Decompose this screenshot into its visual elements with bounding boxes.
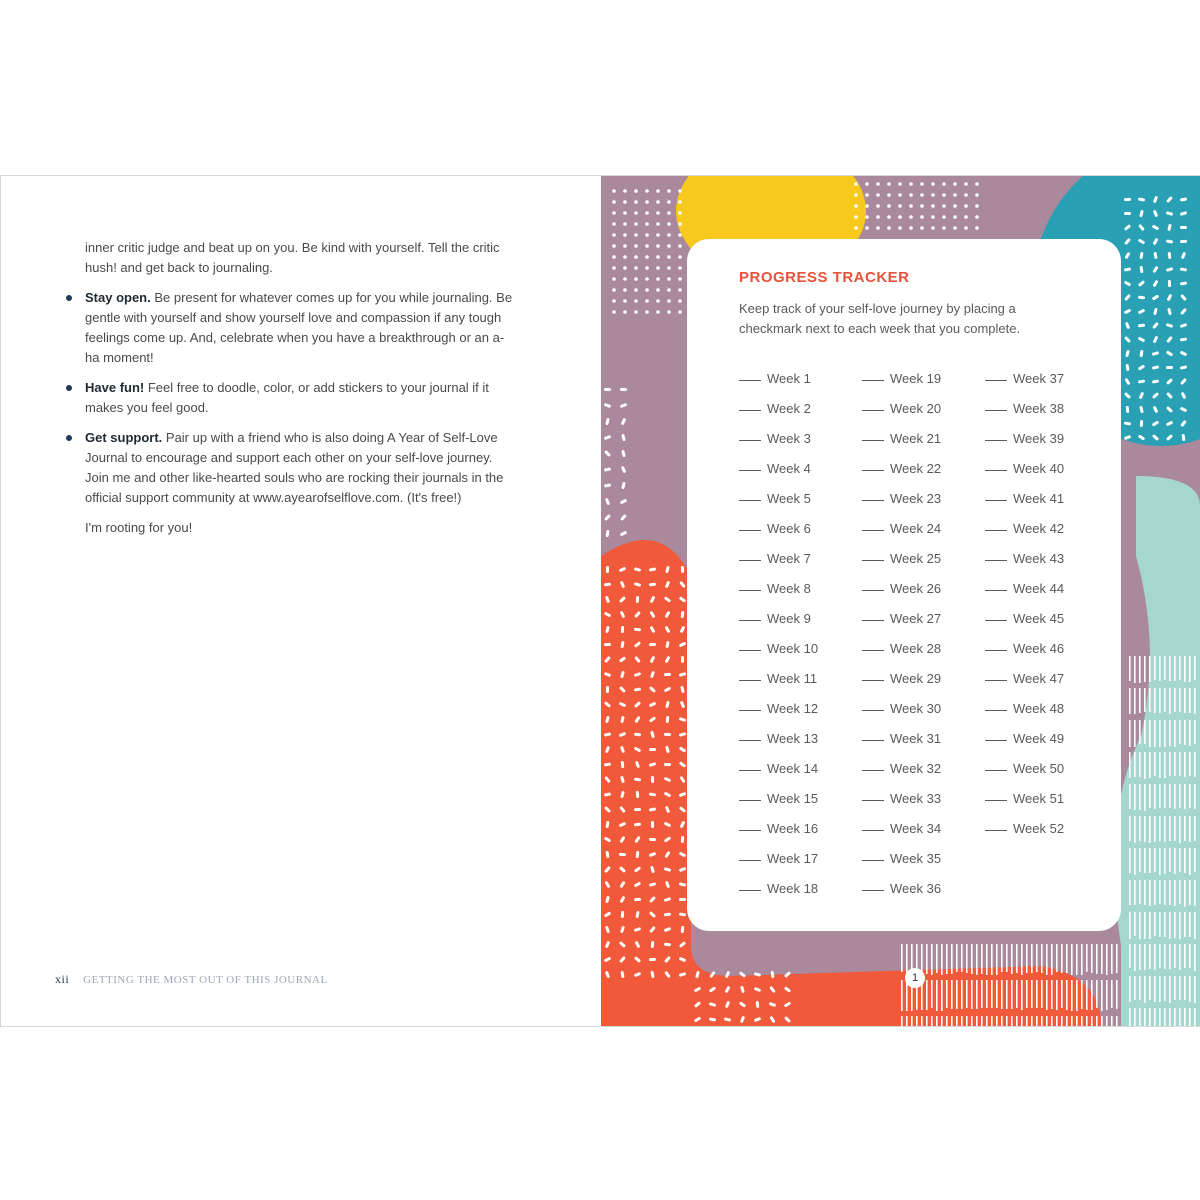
footer-page-number: xii (55, 972, 70, 986)
week-checkbox-item[interactable] (985, 789, 1064, 809)
check-line[interactable] (985, 470, 1007, 471)
bullet-stay-open (85, 288, 515, 368)
week-label: Week 50 (1013, 761, 1065, 776)
check-line[interactable] (739, 410, 761, 411)
bullet-have-fun (85, 378, 515, 418)
week-checkbox-item[interactable] (985, 759, 1064, 779)
week-label: Week 51 (1013, 791, 1065, 806)
check-line[interactable] (862, 800, 884, 801)
check-line[interactable] (985, 650, 1007, 651)
week-checkbox-item[interactable] (739, 489, 811, 509)
check-line[interactable] (985, 380, 1007, 381)
right-page (601, 176, 1200, 1026)
check-line[interactable] (862, 380, 884, 381)
week-label: Week 36 (890, 881, 942, 896)
week-checkbox-item[interactable] (739, 819, 818, 839)
check-line[interactable] (985, 830, 1007, 831)
check-line[interactable] (739, 560, 761, 561)
week-label: Week 23 (890, 491, 942, 506)
week-label: Week 13 (767, 731, 819, 746)
week-checkbox-item[interactable] (739, 729, 818, 749)
check-line[interactable] (739, 800, 761, 801)
week-label: Week 26 (890, 581, 942, 596)
week-checkbox-item[interactable] (985, 549, 1064, 569)
week-checkbox-item[interactable] (739, 399, 811, 419)
check-line[interactable] (862, 560, 884, 561)
check-line[interactable] (739, 620, 761, 621)
check-line[interactable] (985, 440, 1007, 441)
check-line[interactable] (739, 680, 761, 681)
week-checkbox-item[interactable] (862, 459, 941, 479)
week-label: Week 45 (1013, 611, 1065, 626)
week-label: Week 12 (767, 701, 819, 716)
week-checkbox-item[interactable] (862, 489, 941, 509)
check-line[interactable] (739, 710, 761, 711)
week-label: Week 24 (890, 521, 942, 536)
bullet-dot (66, 435, 72, 441)
week-label: Week 48 (1013, 701, 1065, 716)
week-checkbox-item[interactable] (739, 639, 818, 659)
week-checkbox-item[interactable] (739, 519, 811, 539)
book-spread (0, 175, 1200, 1027)
bullet-lead: Stay open. (85, 290, 151, 305)
check-line[interactable] (739, 890, 761, 891)
check-line[interactable] (862, 590, 884, 591)
week-label: Week 49 (1013, 731, 1065, 746)
continued-paragraph: inner critic judge and beat up on you. Be kind with yourself. Tell the critic hush! and get back to journaling. (85, 240, 500, 275)
week-label: Week 18 (767, 881, 819, 896)
week-label: Week 5 (767, 491, 811, 506)
check-line[interactable] (862, 470, 884, 471)
week-label: Week 38 (1013, 401, 1065, 416)
week-checkbox-item[interactable] (739, 579, 811, 599)
check-line[interactable] (739, 770, 761, 771)
week-label: Week 27 (890, 611, 942, 626)
week-label: Week 28 (890, 641, 942, 656)
week-label: Week 2 (767, 401, 811, 416)
week-checkbox-item[interactable] (862, 819, 941, 839)
week-label: Week 32 (890, 761, 942, 776)
check-line[interactable] (985, 710, 1007, 711)
week-checkbox-item[interactable] (985, 609, 1064, 629)
week-checkbox-item[interactable] (862, 759, 941, 779)
check-line[interactable] (862, 650, 884, 651)
check-line[interactable] (985, 530, 1007, 531)
week-label: Week 46 (1013, 641, 1065, 656)
week-label: Week 4 (767, 461, 811, 476)
check-line[interactable] (862, 530, 884, 531)
check-line[interactable] (862, 500, 884, 501)
week-label: Week 9 (767, 611, 811, 626)
check-line[interactable] (862, 710, 884, 711)
week-checkbox-item[interactable] (739, 849, 818, 869)
week-checkbox-item[interactable] (739, 549, 811, 569)
check-line[interactable] (739, 830, 761, 831)
week-label: Week 22 (890, 461, 942, 476)
week-label: Week 17 (767, 851, 819, 866)
bullet-lead: Get support. (85, 430, 163, 445)
check-line[interactable] (985, 410, 1007, 411)
check-line[interactable] (862, 890, 884, 891)
week-checklist (739, 369, 1079, 909)
bullet-lead: Have fun! (85, 380, 145, 395)
progress-tracker-intro: Keep track of your self-love journey by placing a checkmark next to each week that you complete. (739, 301, 1021, 336)
check-line[interactable] (739, 530, 761, 531)
week-label: Week 3 (767, 431, 811, 446)
week-checkbox-item[interactable] (739, 459, 811, 479)
week-label: Week 16 (767, 821, 819, 836)
week-checkbox-item[interactable] (862, 429, 941, 449)
week-checkbox-item[interactable] (862, 879, 941, 899)
week-checkbox-item[interactable] (985, 699, 1064, 719)
week-label: Week 33 (890, 791, 942, 806)
right-page-number: 1 (905, 968, 925, 988)
check-line[interactable] (985, 740, 1007, 741)
week-checkbox-item[interactable] (985, 369, 1064, 389)
week-label: Week 21 (890, 431, 942, 446)
week-checkbox-item[interactable] (739, 759, 818, 779)
progress-tracker-title: PROGRESS TRACKER (739, 269, 910, 286)
check-line[interactable] (862, 410, 884, 411)
check-line[interactable] (985, 680, 1007, 681)
check-line[interactable] (862, 830, 884, 831)
week-checkbox-item[interactable] (985, 459, 1064, 479)
week-label: Week 1 (767, 371, 811, 386)
week-label: Week 19 (890, 371, 942, 386)
check-line[interactable] (862, 440, 884, 441)
week-label: Week 35 (890, 851, 942, 866)
week-checkbox-item[interactable] (985, 639, 1064, 659)
week-checkbox-item[interactable] (739, 879, 818, 899)
check-line[interactable] (862, 680, 884, 681)
week-label: Week 14 (767, 761, 819, 776)
week-label: Week 39 (1013, 431, 1065, 446)
week-checkbox-item[interactable] (862, 669, 941, 689)
week-label: Week 8 (767, 581, 811, 596)
closing-line: I'm rooting for you! (85, 520, 193, 535)
bullet-text: Pair up with a friend who is also doing A Year of Self-Love Journal to encourage and support each other on your self-love journey. Join me and other like-hearted souls who are rocking their journals in the official support community at www.ayearofselflove.com. (It's free!) (85, 430, 504, 505)
week-checkbox-item[interactable] (739, 669, 817, 689)
week-checkbox-item[interactable] (739, 369, 811, 389)
week-checkbox-item[interactable] (862, 399, 941, 419)
bullet-get-support (85, 428, 515, 508)
check-line[interactable] (862, 860, 884, 861)
check-line[interactable] (862, 620, 884, 621)
week-checkbox-item[interactable] (985, 519, 1064, 539)
bullet-text: Be present for whatever comes up for you while journaling. Be gentle with yourself and show yourself love and compassion if any tough feelings come up. And, celebrate when you have a breakthrough or an a-ha moment! (85, 290, 513, 365)
bullet-dot (66, 295, 72, 301)
week-label: Week 30 (890, 701, 942, 716)
check-line[interactable] (985, 560, 1007, 561)
week-label: Week 47 (1013, 671, 1065, 686)
week-checkbox-item[interactable] (862, 729, 941, 749)
week-label: Week 52 (1013, 821, 1065, 836)
week-checkbox-item[interactable] (985, 819, 1064, 839)
check-line[interactable] (985, 620, 1007, 621)
week-label: Week 43 (1013, 551, 1065, 566)
week-label: Week 34 (890, 821, 942, 836)
week-label: Week 31 (890, 731, 942, 746)
week-checkbox-item[interactable] (985, 429, 1064, 449)
check-line[interactable] (985, 590, 1007, 591)
week-checkbox-item[interactable] (862, 609, 941, 629)
check-line[interactable] (739, 860, 761, 861)
week-checkbox-item[interactable] (862, 549, 941, 569)
week-checkbox-item[interactable] (985, 669, 1064, 689)
check-line[interactable] (985, 500, 1007, 501)
left-page-footer (55, 972, 328, 987)
week-label: Week 25 (890, 551, 942, 566)
week-label: Week 10 (767, 641, 819, 656)
check-line[interactable] (739, 380, 761, 381)
footer-running-title: GETTING THE MOST OUT OF THIS JOURNAL (83, 974, 328, 986)
week-checkbox-item[interactable] (739, 789, 818, 809)
check-line[interactable] (739, 650, 761, 651)
week-checkbox-item[interactable] (862, 849, 941, 869)
bullet-text: Feel free to doodle, color, or add stickers to your journal if it makes you feel good. (85, 380, 489, 415)
check-line[interactable] (739, 440, 761, 441)
week-checkbox-item[interactable] (985, 399, 1064, 419)
check-line[interactable] (985, 770, 1007, 771)
check-line[interactable] (985, 800, 1007, 801)
week-label: Week 20 (890, 401, 942, 416)
week-checkbox-item[interactable] (739, 429, 811, 449)
week-checkbox-item[interactable] (862, 639, 941, 659)
check-line[interactable] (739, 740, 761, 741)
week-checkbox-item[interactable] (862, 519, 941, 539)
check-line[interactable] (862, 740, 884, 741)
week-checkbox-item[interactable] (862, 369, 941, 389)
week-label: Week 42 (1013, 521, 1065, 536)
week-label: Week 37 (1013, 371, 1065, 386)
check-line[interactable] (739, 470, 761, 471)
week-checkbox-item[interactable] (985, 489, 1064, 509)
check-line[interactable] (739, 500, 761, 501)
week-checkbox-item[interactable] (862, 789, 941, 809)
week-label: Week 40 (1013, 461, 1065, 476)
progress-tracker-card (687, 239, 1121, 931)
week-label: Week 41 (1013, 491, 1065, 506)
week-checkbox-item[interactable] (862, 699, 941, 719)
week-label: Week 6 (767, 521, 811, 536)
week-checkbox-item[interactable] (862, 579, 941, 599)
week-label: Week 15 (767, 791, 819, 806)
week-label: Week 11 (767, 671, 818, 686)
week-checkbox-item[interactable] (985, 579, 1064, 599)
week-checkbox-item[interactable] (739, 699, 818, 719)
left-page (0, 176, 601, 1026)
week-label: Week 44 (1013, 581, 1065, 596)
left-page-body (85, 238, 515, 548)
week-checkbox-item[interactable] (985, 729, 1064, 749)
bullet-dot (66, 385, 72, 391)
check-line[interactable] (739, 590, 761, 591)
week-label: Week 7 (767, 551, 811, 566)
week-checkbox-item[interactable] (739, 609, 811, 629)
week-label: Week 29 (890, 671, 942, 686)
check-line[interactable] (862, 770, 884, 771)
